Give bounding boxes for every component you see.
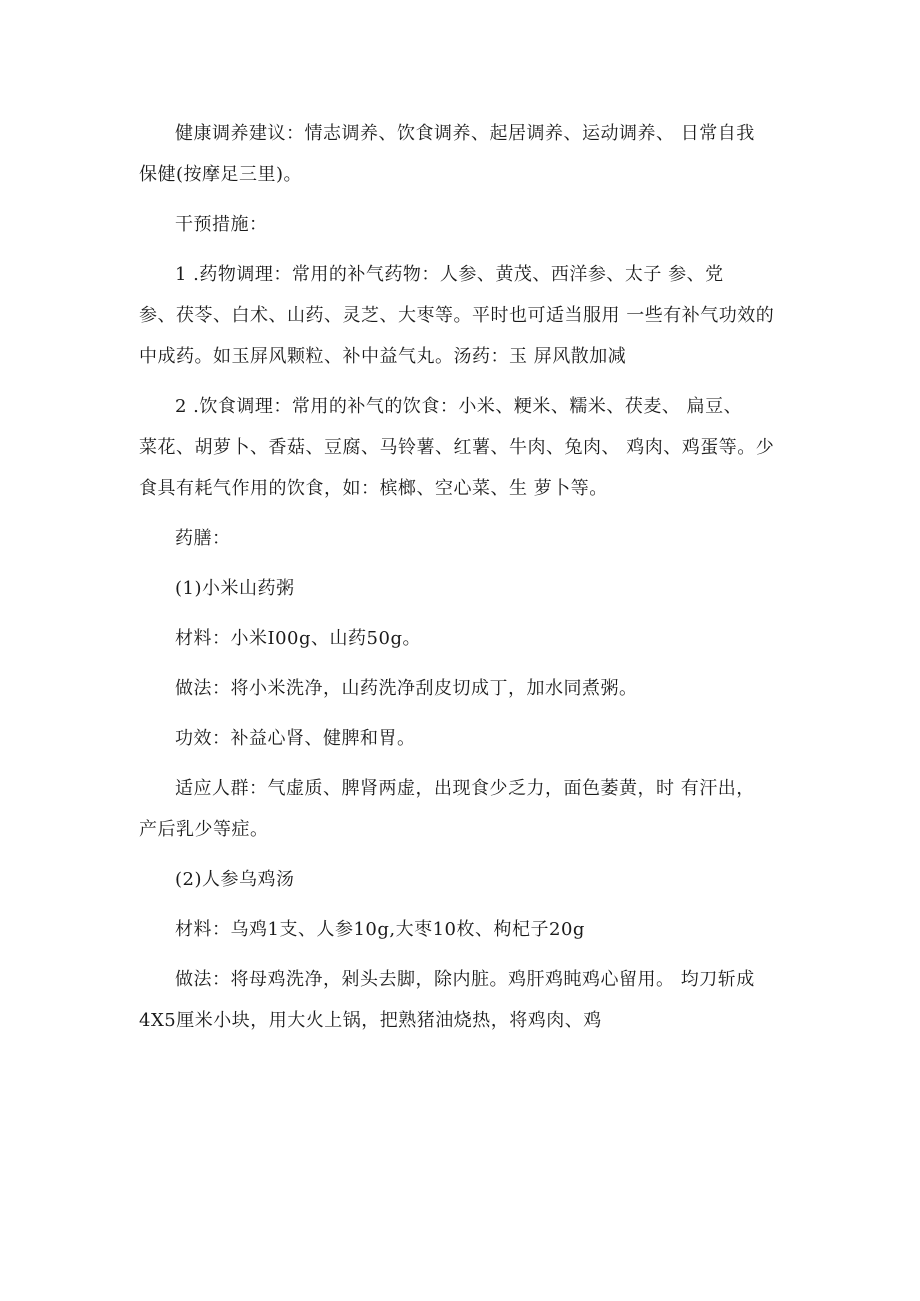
paragraph xyxy=(139,618,789,659)
paragraph xyxy=(139,386,789,509)
paragraph xyxy=(139,668,789,709)
paragraph-line: 2 .饮食调理：常用的补气的饮食：小米、粳米、糯米、茯麦、 扁豆、 xyxy=(175,396,743,417)
paragraph xyxy=(139,254,789,377)
paragraph xyxy=(139,959,789,1041)
paragraph xyxy=(139,718,789,759)
paragraph-line: 干预措施： xyxy=(175,214,268,235)
paragraph xyxy=(139,568,789,609)
paragraph-line: 1 .药物调理：常用的补气药物：人参、黄茂、西洋参、太子 参、党 xyxy=(175,264,724,285)
paragraph xyxy=(139,113,789,195)
paragraph xyxy=(139,204,789,245)
paragraph-line: 产后乳少等症。 xyxy=(139,819,269,840)
paragraph-line: 功效：补益心肾、健脾和胃。 xyxy=(175,728,416,749)
paragraph-line: (2)人参乌鸡汤 xyxy=(175,869,295,890)
paragraph-line: 健康调养建议：情志调养、饮食调养、起居调养、运动调养、 日常自我 xyxy=(175,123,755,144)
paragraph-line: 保健(按摩足三里)。 xyxy=(139,164,303,185)
paragraph-line: 材料：乌鸡1支、人参10g,大枣10枚、枸杞子20g xyxy=(175,919,585,940)
paragraph-line: 做法：将母鸡洗净，剁头去脚，除内脏。鸡肝鸡盹鸡心留用。 均刀斩成 xyxy=(175,969,755,990)
paragraph xyxy=(139,909,789,950)
paragraph-line: 参、茯苓、白术、山药、灵芝、大枣等。平时也可适当服用 一些有补气功效的 xyxy=(139,305,775,326)
paragraph-line: 4X5厘米小块，用大火上锅，把熟猪油烧热，将鸡肉、鸡 xyxy=(139,1010,602,1031)
paragraph-line: 适应人群：气虚质、脾肾两虚，出现食少乏力，面色萎黄，时 有汗出， xyxy=(175,778,755,799)
paragraph-line: 材料：小米I00g、山药50g。 xyxy=(175,628,421,649)
paragraph-line: 菜花、胡萝卜、香菇、豆腐、马铃薯、红薯、牛肉、兔肉、 鸡肉、鸡蛋等。少 xyxy=(139,437,775,458)
paragraph xyxy=(139,768,789,850)
document-body xyxy=(139,113,789,1050)
paragraph-line: 药膳： xyxy=(175,528,231,549)
paragraph xyxy=(139,859,789,900)
paragraph-line: 食具有耗气作用的饮食，如：槟榔、空心菜、生 萝卜等。 xyxy=(139,478,608,499)
paragraph-line: 做法：将小米洗净，山药洗净刮皮切成丁，加水同煮粥。 xyxy=(175,678,638,699)
paragraph-line: 中成药。如玉屏风颗粒、补中益气丸。汤药：玉 屏风散加减 xyxy=(139,346,627,367)
paragraph-line: (1)小米山药粥 xyxy=(175,578,295,599)
paragraph xyxy=(139,518,789,559)
